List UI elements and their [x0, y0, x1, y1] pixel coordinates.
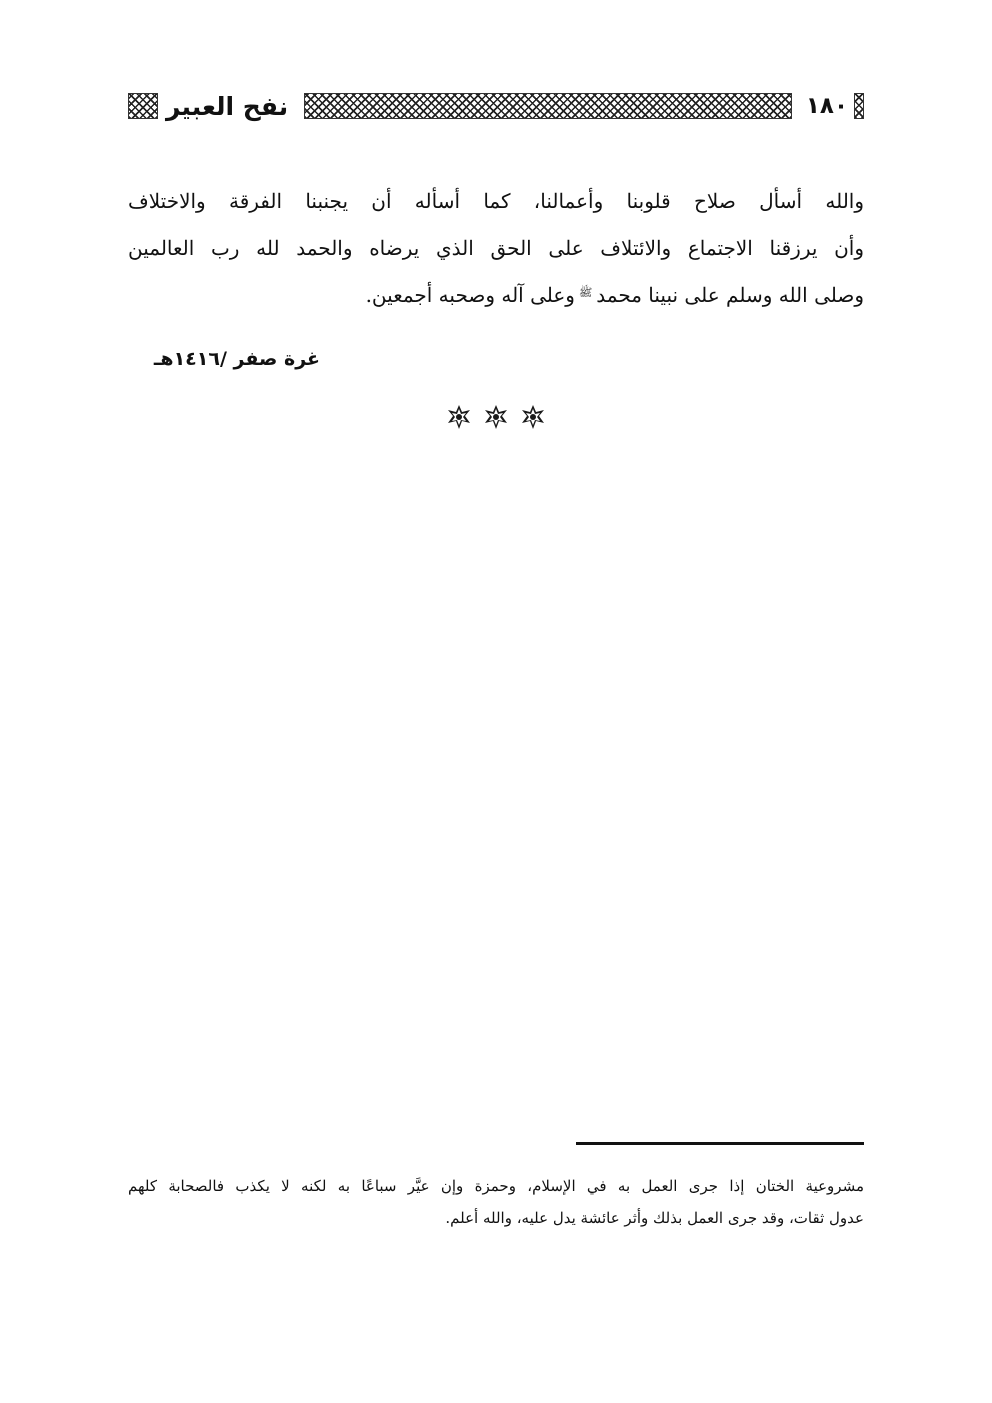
- page-header: [128, 86, 864, 126]
- header-ornament-end: [128, 93, 158, 119]
- date-line: غرة صفر /١٤١٦هـ: [153, 348, 320, 370]
- body-paragraph: [128, 178, 864, 319]
- section-separator: [446, 404, 546, 430]
- footnote: [128, 1170, 864, 1234]
- body-line-3-part-1: وصلى الله وسلم على نبينا محمد: [596, 283, 864, 307]
- footnote-line-2: عدول ثقات، وقد جرى العمل بذلك وأثر عائشة يدل عليه، والله أعلم.: [445, 1209, 864, 1227]
- footnote-divider: [576, 1142, 864, 1145]
- book-title: نفح العبير: [166, 91, 289, 121]
- footnote-line-1: مشروعية الختان إذا جرى العمل به في الإسلام، وحمزة وإن عيَّر سباعًا به لكنه لا يكذب فالصحابة كلهم: [128, 1177, 864, 1195]
- eight-pointed-star-icon: [446, 404, 472, 430]
- body-line-3-part-2: وعلى آله وصحبه أجمعين.: [365, 283, 575, 307]
- body-line-3: [128, 272, 864, 319]
- header-ornament-band: [304, 93, 792, 119]
- eight-pointed-star-icon: [483, 404, 509, 430]
- body-line-1: والله أسأل صلاح قلوبنا وأعمالنا، كما أسأله أن يجنبنا الفرقة والاختلاف: [128, 189, 864, 213]
- header-ornament-start: [854, 93, 864, 119]
- body-line-2: وأن يرزقنا الاجتماع والائتلاف على الحق الذي يرضاه والحمد لله رب العالمين: [128, 236, 864, 260]
- page-number: ١٨٠: [805, 92, 848, 119]
- salla-glyph: ﷺ: [578, 286, 593, 299]
- eight-pointed-star-icon: [520, 404, 546, 430]
